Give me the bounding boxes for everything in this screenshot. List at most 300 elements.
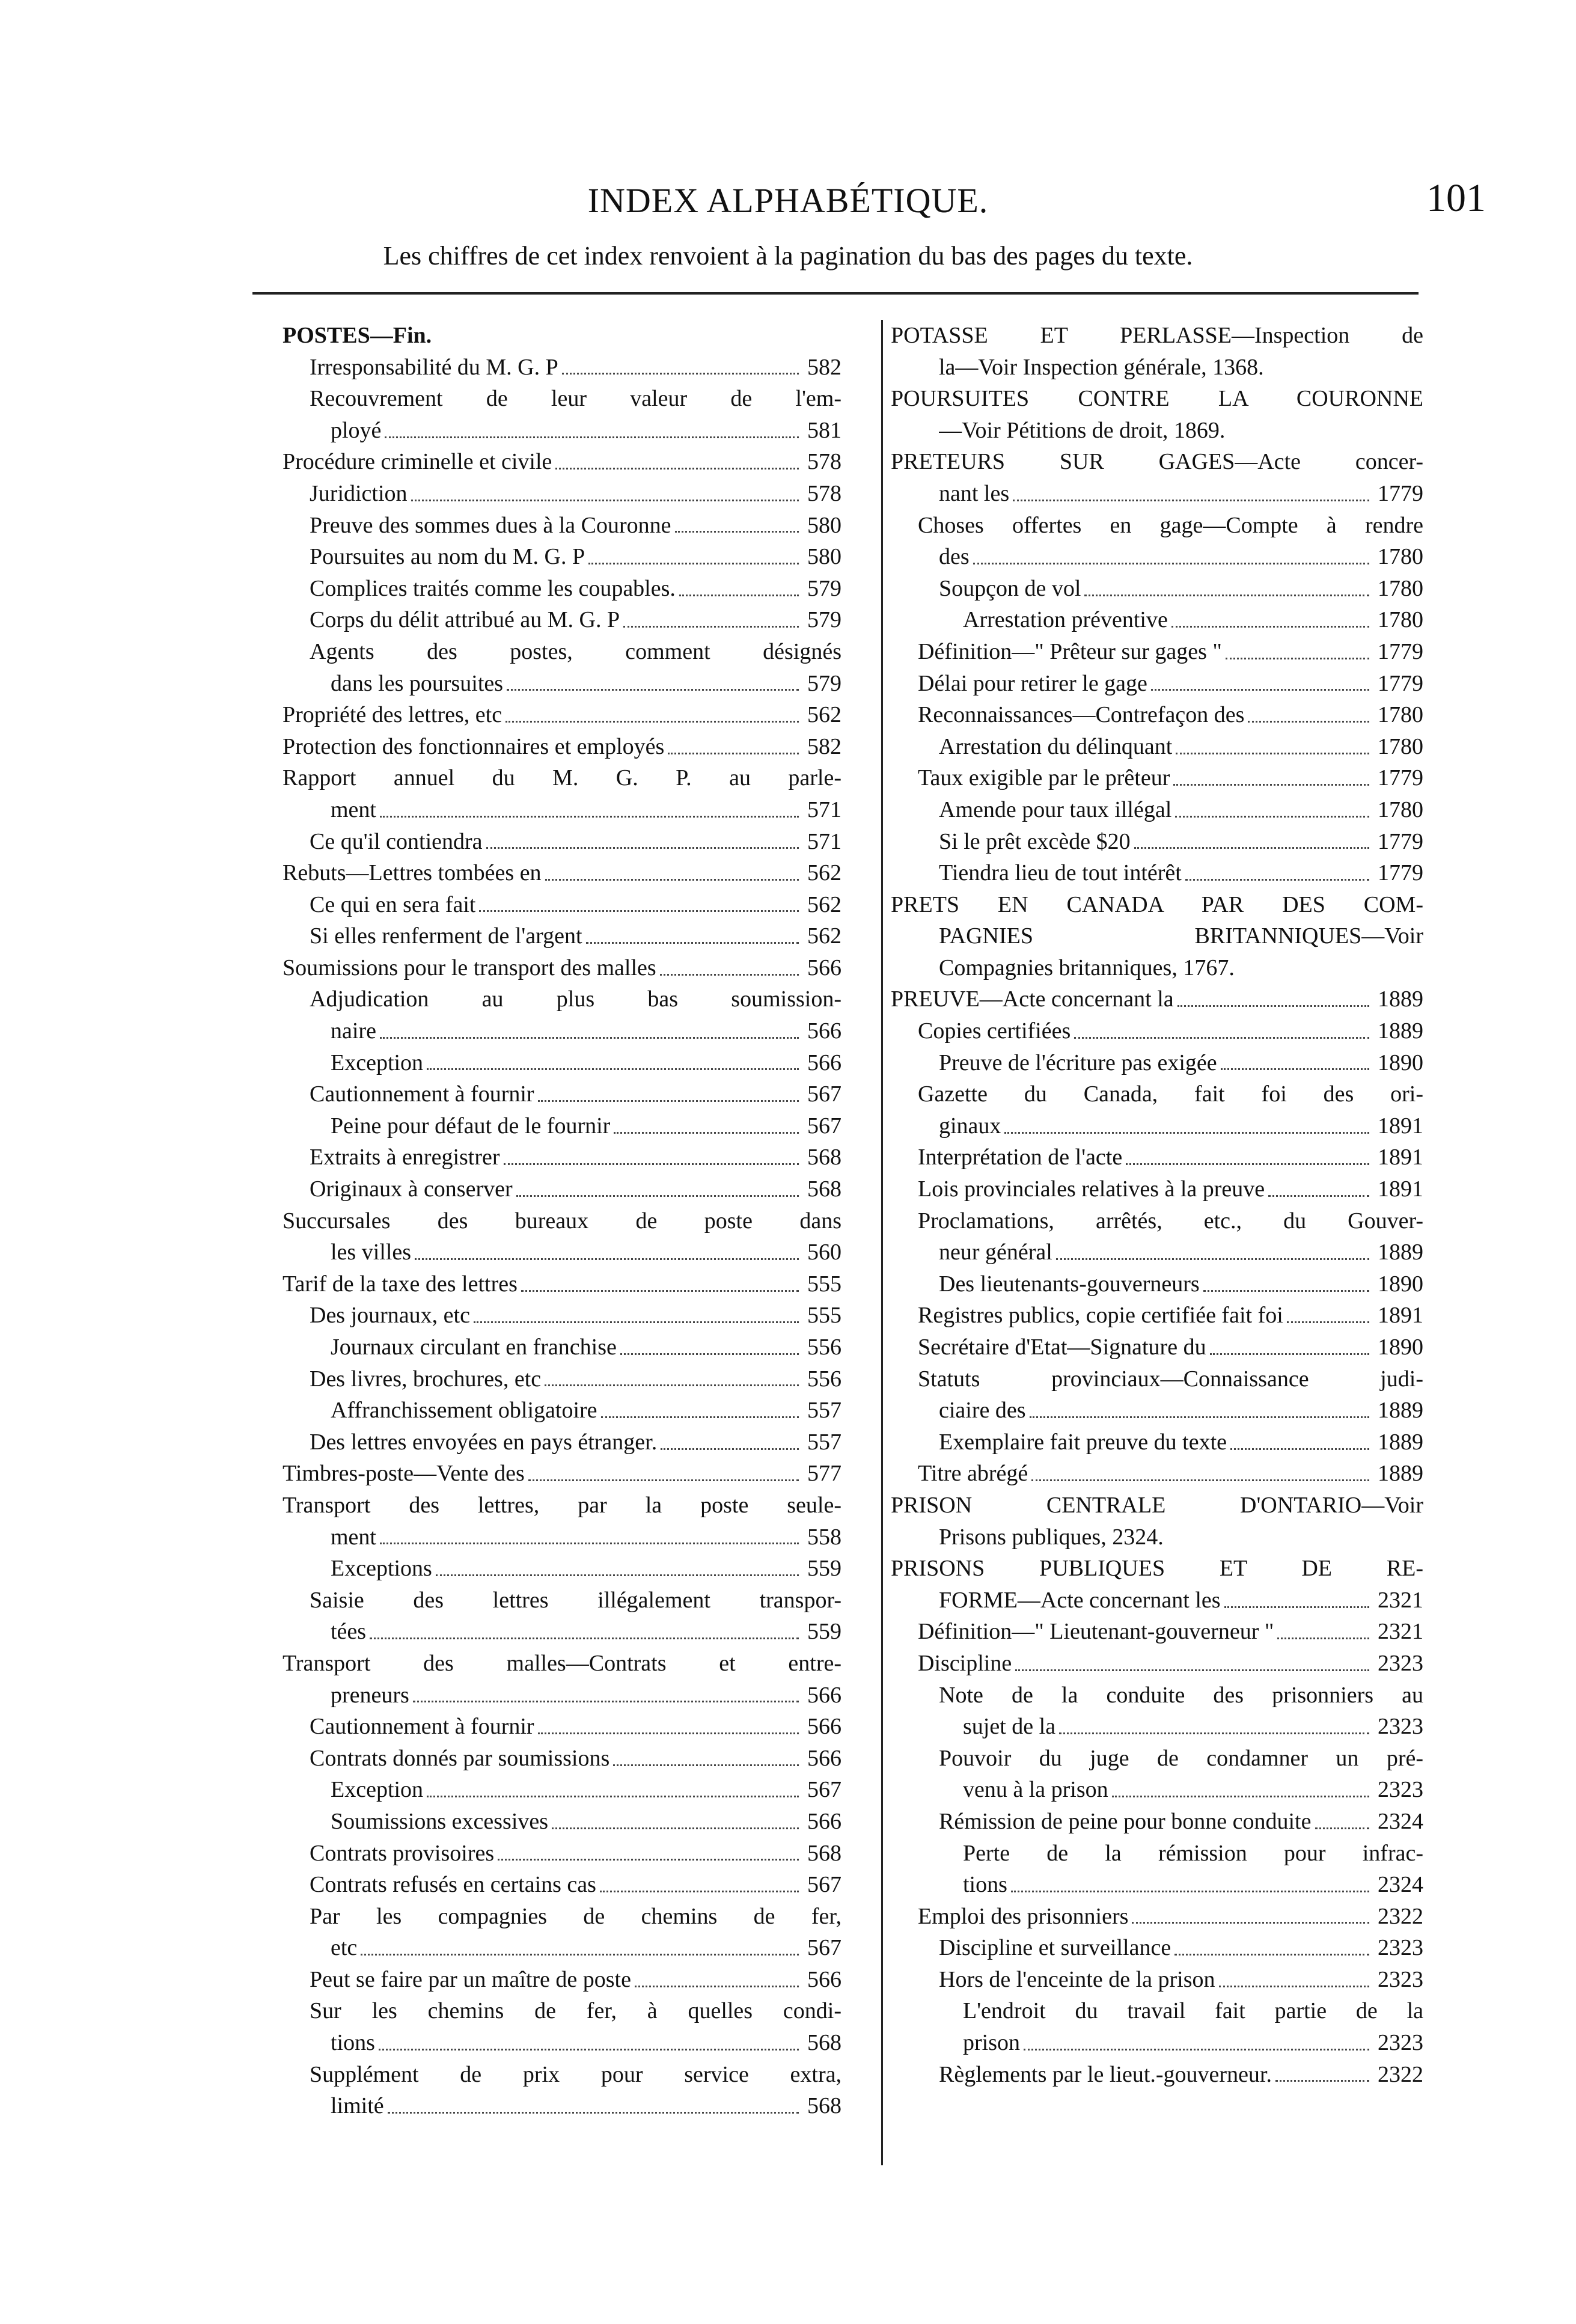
- index-entry: [891, 1427, 1423, 1458]
- index-entry: [283, 699, 841, 731]
- page-ref: 559: [807, 1556, 841, 1582]
- entry-text: Protection des fonctionnaires et employés: [283, 733, 665, 759]
- entry-text: Affranchissement obligatoire: [331, 1398, 597, 1423]
- entry-text: Règlements par le lieut.-gouverneur.: [939, 2061, 1272, 2087]
- entry-text: tées: [331, 1619, 367, 1645]
- dot-leader: [1219, 1986, 1369, 1987]
- entry-text: Tiendra lieu de tout intérêt: [939, 860, 1182, 886]
- entry-text: etc: [331, 1935, 358, 1961]
- entry-text: Par les compagnies de chemins de fer,: [310, 1903, 841, 1929]
- index-entry: [283, 478, 841, 510]
- dot-leader: [660, 974, 799, 976]
- page-ref: 567: [807, 1113, 841, 1139]
- dot-leader: [1171, 626, 1369, 628]
- dot-leader: [504, 1163, 799, 1165]
- entry-text: des: [939, 544, 970, 570]
- entry-text: Preuve de l'écriture pas exigée: [939, 1050, 1217, 1075]
- entry-text: POTASSE ET PERLASSE—Inspection de: [891, 323, 1423, 348]
- entry-text: Discipline et surveillance: [939, 1935, 1171, 1961]
- index-entry: [283, 1268, 841, 1300]
- entry-text: Succursales des bureaux de poste dans: [283, 1208, 841, 1234]
- entry-text: Adjudication au plus bas soumission-: [310, 986, 841, 1012]
- page-ref: 567: [807, 1081, 841, 1107]
- entry-text: Copies certifiées: [918, 1018, 1071, 1044]
- index-entry: [283, 352, 841, 384]
- entry-text: ment: [331, 1524, 376, 1550]
- dot-leader: [427, 1068, 799, 1070]
- dot-leader: [600, 1891, 799, 1892]
- dot-leader: [1174, 1954, 1369, 1956]
- entry-text: Ce qui en sera fait: [310, 891, 476, 917]
- dot-leader: [413, 1701, 799, 1702]
- entry-text: Exception: [331, 1777, 424, 1803]
- index-entry: [283, 604, 841, 636]
- entry-text: Définition—" Prêteur sur gages ": [918, 638, 1222, 664]
- index-entry: [891, 1932, 1423, 1964]
- page-ref: 1779: [1378, 480, 1423, 506]
- page-ref: 1779: [1378, 638, 1423, 664]
- entry-text: Statuts provinciaux—Connaissance judi-: [918, 1366, 1423, 1392]
- dot-leader: [380, 816, 799, 818]
- page-ref: 2323: [1378, 1935, 1423, 1961]
- index-entry: [891, 1142, 1423, 1173]
- dot-leader: [679, 595, 799, 596]
- index-entry: [283, 320, 841, 352]
- page-ref: 1891: [1378, 1145, 1423, 1170]
- index-entry: [283, 541, 841, 573]
- index-entry: [283, 1490, 841, 1521]
- entry-text: la—Voir Inspection générale, 1368.: [939, 354, 1264, 380]
- entry-text: Reconnaissances—Contrefaçon des: [918, 702, 1245, 728]
- dot-leader: [1210, 1353, 1369, 1355]
- dot-leader: [1248, 721, 1369, 723]
- entry-text: PRETS EN CANADA PAR DES COM-: [891, 891, 1423, 917]
- page-ref: 2321: [1378, 1587, 1423, 1613]
- dot-leader: [1151, 689, 1369, 691]
- dot-leader: [1059, 1732, 1369, 1734]
- page-ref: 1780: [1378, 575, 1423, 601]
- entry-text: les villes: [331, 1240, 412, 1265]
- index-entry: [891, 1110, 1423, 1142]
- entry-text: PRETEURS SUR GAGES—Acte concer-: [891, 449, 1423, 475]
- entry-text: Soumissions excessives: [331, 1808, 549, 1834]
- entry-text: Des journaux, etc: [310, 1303, 470, 1329]
- index-entry: [891, 352, 1423, 384]
- dot-leader: [1176, 753, 1369, 754]
- index-entry: [283, 415, 841, 447]
- index-entry: [891, 1806, 1423, 1838]
- index-entry: [283, 1363, 841, 1395]
- index-entry: [891, 794, 1423, 826]
- entry-text: neur général: [939, 1240, 1052, 1265]
- entry-text: Exceptions: [331, 1556, 432, 1582]
- entry-text: ginaux: [939, 1113, 1001, 1139]
- dot-leader: [538, 1732, 799, 1734]
- dot-leader: [528, 1479, 799, 1481]
- page-ref: 580: [807, 512, 841, 538]
- index-entry: [283, 510, 841, 542]
- entry-text: Supplément de prix pour service extra,: [310, 2061, 841, 2087]
- dot-leader: [1221, 1068, 1369, 1070]
- index-entry: [891, 320, 1423, 352]
- index-entry: [283, 762, 841, 794]
- index-entry: [283, 1205, 841, 1237]
- page-ref: 562: [807, 702, 841, 728]
- index-entry: [283, 1237, 841, 1268]
- page-ref: 1889: [1378, 1461, 1423, 1487]
- page-ref: 566: [807, 1714, 841, 1740]
- index-entry: [891, 604, 1423, 636]
- page-ref: 568: [807, 2030, 841, 2056]
- entry-text: Transport des lettres, par la poste seule-: [283, 1492, 841, 1518]
- index-entry: [891, 541, 1423, 573]
- entry-text: Prisons publiques, 2324.: [939, 1524, 1164, 1550]
- entry-text: ment: [331, 797, 376, 822]
- entry-text: L'endroit du travail fait partie de la: [963, 1998, 1423, 2024]
- dot-leader: [1056, 1258, 1369, 1260]
- page-ref: 2323: [1378, 1650, 1423, 1676]
- dot-leader: [1226, 658, 1369, 659]
- page-ref: 578: [807, 449, 841, 475]
- index-entry: [891, 1521, 1423, 1553]
- dot-leader: [613, 1764, 799, 1766]
- page-ref: 1891: [1378, 1176, 1423, 1202]
- page-ref: 579: [807, 607, 841, 633]
- page-ref: 566: [807, 1808, 841, 1834]
- index-entry: [891, 1869, 1423, 1901]
- dot-leader: [1277, 1638, 1369, 1639]
- entry-text: Si elles renferment de l'argent: [310, 923, 582, 949]
- index-entry: [891, 1300, 1423, 1332]
- index-entry: [891, 762, 1423, 794]
- page-ref: 1889: [1378, 1429, 1423, 1455]
- dot-leader: [1185, 879, 1369, 881]
- dot-leader: [614, 1132, 799, 1134]
- index-entry: [283, 1616, 841, 1648]
- dot-leader: [380, 1037, 799, 1039]
- page-ref: 555: [807, 1271, 841, 1297]
- index-note: Les chiffres de cet index renvoient à la pagination du bas des pages du texte.: [383, 241, 1193, 271]
- page-ref: 1891: [1378, 1113, 1423, 1139]
- dot-leader: [1015, 1669, 1369, 1671]
- entry-text: Arrestation préventive: [963, 607, 1168, 633]
- page-ref: 566: [807, 1966, 841, 1992]
- index-entry: [891, 1680, 1423, 1711]
- index-entry: [891, 1838, 1423, 1870]
- index-entry: [283, 636, 841, 668]
- index-entry: [891, 446, 1423, 478]
- dot-leader: [620, 1353, 799, 1355]
- index-entry: [283, 1142, 841, 1173]
- dot-leader: [668, 753, 799, 754]
- entry-text: Des lieutenants-gouverneurs: [939, 1271, 1200, 1297]
- entry-text: Arrestation du délinquant: [939, 733, 1173, 759]
- index-entry: [891, 1995, 1423, 2027]
- dot-leader: [1013, 500, 1369, 501]
- entry-text: Corps du délit attribué au M. G. P: [310, 607, 620, 633]
- index-entry: [283, 1838, 841, 1870]
- dot-leader: [388, 2112, 799, 2114]
- entry-text: dans les poursuites: [331, 670, 504, 696]
- index-entry: [283, 1332, 841, 1363]
- page-ref: 1780: [1378, 702, 1423, 728]
- index-entry: [891, 1395, 1423, 1427]
- page-ref: 2323: [1378, 2030, 1423, 2056]
- index-entry: [283, 2027, 841, 2059]
- dot-leader: [1230, 1448, 1369, 1450]
- index-entry: [283, 1869, 841, 1901]
- index-entry: [283, 446, 841, 478]
- dot-leader: [973, 563, 1369, 564]
- index-entry: [891, 857, 1423, 889]
- entry-text: FORME—Acte concernant les: [939, 1587, 1221, 1613]
- index-entry: [891, 636, 1423, 668]
- page-ref: 1780: [1378, 733, 1423, 759]
- entry-text: Tarif de la taxe des lettres: [283, 1271, 518, 1297]
- index-entry: [891, 2027, 1423, 2059]
- page-ref: 566: [807, 1682, 841, 1708]
- page-ref: 1890: [1378, 1335, 1423, 1360]
- index-entry: [891, 1332, 1423, 1363]
- entry-text: Complices traités comme les coupables.: [310, 575, 676, 601]
- index-entry: [891, 699, 1423, 731]
- entry-text: ployé: [331, 417, 382, 443]
- dot-leader: [588, 563, 799, 564]
- dot-leader: [1074, 1037, 1369, 1039]
- page-ref: 567: [807, 1777, 841, 1803]
- dot-leader: [486, 847, 799, 849]
- index-entry: [283, 1521, 841, 1553]
- dot-leader: [474, 1321, 799, 1323]
- index-entry: [283, 1553, 841, 1585]
- page-ref: 568: [807, 1145, 841, 1170]
- dot-leader: [1175, 816, 1369, 818]
- page-ref: 562: [807, 860, 841, 886]
- dot-leader: [1031, 1479, 1369, 1481]
- page-ref: 566: [807, 955, 841, 980]
- index-entry: [283, 826, 841, 858]
- page-ref: 1779: [1378, 860, 1423, 886]
- page-ref: 1889: [1378, 986, 1423, 1012]
- page-ref: 557: [807, 1398, 841, 1423]
- index-entry: [891, 826, 1423, 858]
- dot-leader: [562, 373, 799, 375]
- index-entry: [891, 1173, 1423, 1205]
- page-ref: 560: [807, 1240, 841, 1265]
- index-entry: [891, 920, 1423, 952]
- dot-leader: [1177, 1005, 1369, 1007]
- dot-leader: [361, 1954, 799, 1956]
- index-entry: [891, 1047, 1423, 1079]
- page-ref: 562: [807, 891, 841, 917]
- entry-text: Hors de l'enceinte de la prison: [939, 1966, 1215, 1992]
- index-entry: [283, 668, 841, 700]
- entry-text: Recouvrement de leur valeur de l'em-: [310, 386, 841, 412]
- dot-leader: [1112, 1796, 1369, 1797]
- entry-text: Journaux circulant en franchise: [331, 1335, 617, 1360]
- page-ref: 578: [807, 480, 841, 506]
- entry-text: Peine pour défaut de le fournir: [331, 1113, 611, 1139]
- entry-text: Titre abrégé: [918, 1461, 1028, 1487]
- entry-text: Lois provinciales relatives à la preuve: [918, 1176, 1265, 1202]
- page-ref: 567: [807, 1872, 841, 1898]
- page-header: [0, 176, 1576, 228]
- entry-text: —Voir Pétitions de droit, 1869.: [939, 417, 1226, 443]
- index-entry: [283, 1015, 841, 1047]
- index-entry: [891, 889, 1423, 921]
- dot-leader: [380, 1543, 799, 1544]
- index-entry: [891, 1901, 1423, 1933]
- entry-text: Propriété des lettres, etc: [283, 702, 502, 728]
- entry-text: limité: [331, 2093, 384, 2119]
- index-entry: [891, 573, 1423, 605]
- entry-text: Soumissions pour le transport des malles: [283, 955, 656, 980]
- entry-text: Cautionnement à fournir: [310, 1714, 534, 1740]
- dot-leader: [1275, 2080, 1369, 2082]
- dot-leader: [538, 1100, 799, 1102]
- index-entry: [283, 857, 841, 889]
- index-entry: [283, 1585, 841, 1616]
- dot-leader: [1030, 1416, 1369, 1418]
- index-entry: [283, 920, 841, 952]
- page-ref: 579: [807, 670, 841, 696]
- dot-leader: [635, 1986, 799, 1987]
- index-entry: [891, 1015, 1423, 1047]
- entry-text: Contrats donnés par soumissions: [310, 1745, 610, 1771]
- index-entry: [283, 383, 841, 415]
- index-entry: [891, 415, 1423, 447]
- entry-text: Transport des malles—Contrats et entre-: [283, 1650, 841, 1676]
- index-entry: [283, 2090, 841, 2122]
- entry-text: PRISONS PUBLIQUES ET DE RE-: [891, 1556, 1423, 1582]
- page-ref: 577: [807, 1461, 841, 1487]
- index-entry: [283, 1078, 841, 1110]
- index-entry: [283, 2059, 841, 2091]
- dot-leader: [1315, 1827, 1370, 1829]
- dot-leader: [1011, 1891, 1369, 1892]
- entry-text: Secrétaire d'Etat—Signature du: [918, 1335, 1206, 1360]
- page-ref: 2324: [1378, 1872, 1423, 1898]
- entry-text: Contrats provisoires: [310, 1840, 495, 1866]
- page-ref: 568: [807, 1176, 841, 1202]
- page-ref: 582: [807, 354, 841, 380]
- index-entry: [891, 983, 1423, 1015]
- dot-leader: [1126, 1163, 1369, 1165]
- entry-text: Compagnies britanniques, 1767.: [939, 955, 1235, 980]
- dot-leader: [601, 1416, 799, 1418]
- page-ref: 582: [807, 733, 841, 759]
- page-ref: 581: [807, 417, 841, 443]
- page-ref: 571: [807, 828, 841, 854]
- index-entry: [283, 1743, 841, 1775]
- index-entry: [891, 1458, 1423, 1490]
- entry-text: Délai pour retirer le gage: [918, 670, 1147, 696]
- dot-leader: [516, 1195, 799, 1197]
- page-ref: 568: [807, 1840, 841, 1866]
- entry-text: Emploi des prisonniers: [918, 1903, 1129, 1929]
- entry-text: Saisie des lettres illégalement transpor-: [310, 1587, 841, 1613]
- index-entry: [283, 952, 841, 984]
- entry-text: Amende pour taux illégal: [939, 797, 1172, 822]
- index-entry: [283, 1680, 841, 1711]
- dot-leader: [545, 879, 799, 881]
- entry-text: Agents des postes, comment désignés: [310, 638, 841, 664]
- entry-text: Si le prêt excède $20: [939, 828, 1131, 854]
- entry-text: Originaux à conserver: [310, 1176, 513, 1202]
- entry-text: Interprétation de l'acte: [918, 1145, 1123, 1170]
- index-entry: [891, 731, 1423, 763]
- entry-text: Peut se faire par un maître de poste: [310, 1966, 631, 1992]
- dot-leader: [1084, 595, 1369, 596]
- entry-text: sujet de la: [963, 1714, 1056, 1740]
- dot-leader: [436, 1574, 799, 1576]
- index-entry: [283, 1300, 841, 1332]
- index-entry: [283, 1047, 841, 1079]
- page-ref: 1890: [1378, 1271, 1423, 1297]
- dot-leader: [623, 626, 799, 628]
- entry-text: Des livres, brochures, etc: [310, 1366, 542, 1392]
- entry-text: Preuve des sommes dues à la Couronne: [310, 512, 671, 538]
- entry-text: Poursuites au nom du M. G. P: [310, 544, 585, 570]
- index-entry: [891, 1078, 1423, 1110]
- dot-leader: [385, 436, 799, 438]
- index-entry: [891, 1648, 1423, 1680]
- index-entry: [891, 1616, 1423, 1648]
- entry-text: POSTES—Fin.: [283, 323, 432, 348]
- entry-text: Taux exigible par le prêteur: [918, 765, 1170, 791]
- index-entry: [891, 1964, 1423, 1996]
- left-column: [283, 320, 841, 2122]
- entry-text: nant les: [939, 480, 1010, 506]
- entry-text: Note de la conduite des prisonniers au: [939, 1682, 1423, 1708]
- right-column: [891, 320, 1423, 2090]
- index-entry: [891, 1585, 1423, 1616]
- dot-leader: [661, 1448, 799, 1450]
- index-entry: [891, 668, 1423, 700]
- index-entry: [891, 1553, 1423, 1585]
- dot-leader: [379, 2049, 799, 2050]
- page-ref: 2323: [1378, 1966, 1423, 1992]
- dot-leader: [415, 1258, 799, 1260]
- entry-text: Extraits à enregistrer: [310, 1145, 500, 1170]
- page-ref: 1890: [1378, 1050, 1423, 1075]
- index-entry: [283, 1648, 841, 1680]
- index-entry: [891, 1711, 1423, 1743]
- page-ref: 559: [807, 1619, 841, 1645]
- page-ref: 2322: [1378, 1903, 1423, 1929]
- entry-text: POURSUITES CONTRE LA COURONNE: [891, 386, 1423, 412]
- entry-text: Gazette du Canada, fait foi des ori-: [918, 1081, 1423, 1107]
- index-entry: [283, 1458, 841, 1490]
- entry-text: Sur les chemins de fer, à quelles condi-: [310, 1998, 841, 2024]
- dot-leader: [1004, 1132, 1369, 1134]
- index-entry: [891, 1774, 1423, 1806]
- entry-text: tions: [963, 1872, 1007, 1898]
- page-ref: 558: [807, 1524, 841, 1550]
- dot-leader: [675, 531, 799, 533]
- page-ref: 1889: [1378, 1240, 1423, 1265]
- page-ref: 2323: [1378, 1777, 1423, 1803]
- index-entry: [891, 2059, 1423, 2091]
- index-entry: [283, 573, 841, 605]
- index-entry: [891, 1268, 1423, 1300]
- index-entry: [891, 952, 1423, 984]
- entry-text: Discipline: [918, 1650, 1012, 1676]
- index-entry: [283, 1395, 841, 1427]
- entry-text: preneurs: [331, 1682, 409, 1708]
- page-ref: 1780: [1378, 544, 1423, 570]
- page-ref: 555: [807, 1303, 841, 1329]
